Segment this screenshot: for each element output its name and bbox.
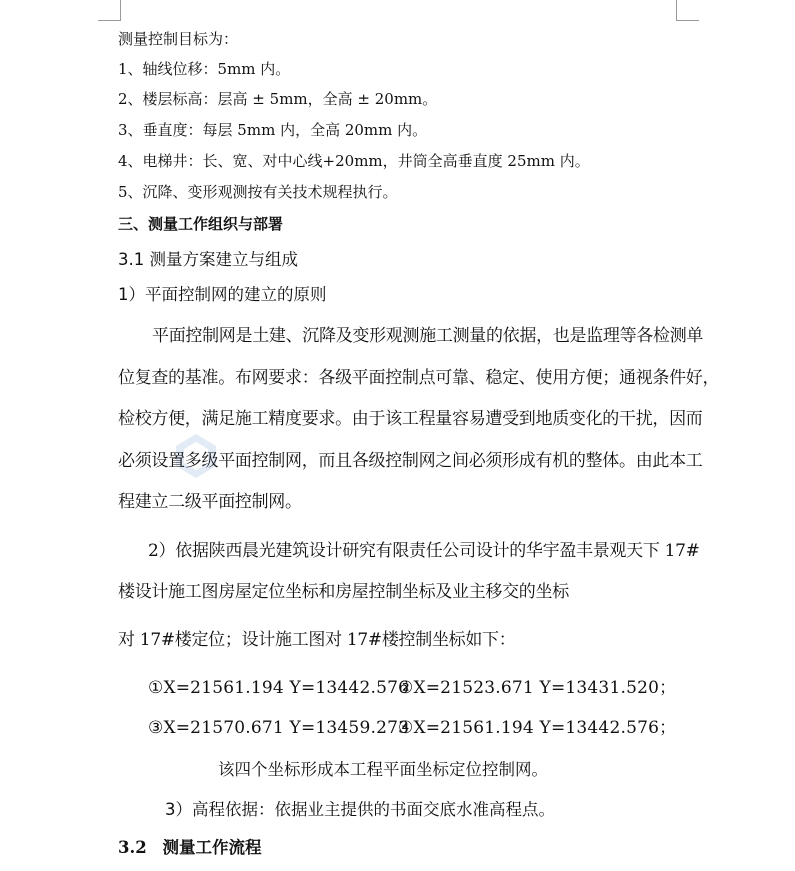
doc-line-4: 3、垂直度：每层 5mm 内，全高 20mm 内。: [118, 121, 428, 139]
paragraph-1-line-1: 平面控制网是土建、沉降及变形观测施工测量的依据，也是监理等各检测单: [152, 326, 704, 346]
page-corner-mark-right: [676, 0, 699, 21]
doc-line-3: 2、楼层标高：层高 ± 5mm，全高 ± 20mm。: [118, 90, 438, 108]
subsection-heading-3-2: [118, 840, 261, 857]
paragraph-1-line-4: 必须设置多级平面控制网，而且各级控制网之间必须形成有机的整体。由此本工: [118, 451, 703, 471]
coordinate-3: ③X=21570.671 Y=13459.273: [148, 718, 410, 738]
paragraph-1-line-2: 位复查的基准。布网要求：各级平面控制点可靠、稳定、使用方便；通视条件好，: [118, 368, 720, 388]
paragraph-1-line-3: 检校方便，满足施工精度要求。由于该工程量容易遭受到地质变化的干扰，因而: [118, 409, 703, 429]
coordinate-1: ①X=21561.194 Y=13442.576: [148, 678, 410, 698]
paragraph-4: 该四个坐标形成本工程平面坐标定位控制网。: [218, 760, 548, 779]
subsection-title: 测量工作流程: [162, 838, 262, 857]
paragraph-2-line-2: 楼设计施工图房屋定位坐标和房屋控制坐标及业主移交的坐标: [118, 582, 569, 602]
coordinate-2: ②X=21523.671 Y=13431.520；: [398, 678, 677, 698]
subsection-number: 3.2: [118, 838, 147, 857]
doc-line-5: 4、电梯井：长、宽、对中心线+20mm，井筒全高垂直度 25mm 内。: [118, 152, 590, 170]
doc-line-6: 5、沉降、变形观测按有关技术规程执行。: [118, 183, 398, 201]
doc-line-1: 测量控制目标为：: [118, 30, 239, 48]
subheading-1: 1）平面控制网的建立的原则: [118, 285, 327, 304]
paragraph-5: 3）高程依据：依据业主提供的书面交底水准高程点。: [165, 800, 555, 819]
paragraph-1-line-5: 程建立二级平面控制网。: [118, 492, 302, 512]
coordinate-4: ④X=21561.194 Y=13442.576；: [398, 718, 677, 738]
paragraph-3: 对 17#楼定位；设计施工图对 17#楼控制坐标如下：: [118, 630, 516, 650]
page-corner-mark-left: [98, 0, 121, 21]
paragraph-2-line-1: 2）依据陕西晨光建筑设计研究有限责任公司设计的华宇盈丰景观天下 17#: [148, 541, 700, 561]
subsection-heading-3-1: 3.1 测量方案建立与组成: [118, 250, 298, 269]
doc-line-2: 1、轴线位移：5mm 内。: [118, 60, 291, 78]
section-heading-3: 三、测量工作组织与部署: [118, 215, 284, 233]
